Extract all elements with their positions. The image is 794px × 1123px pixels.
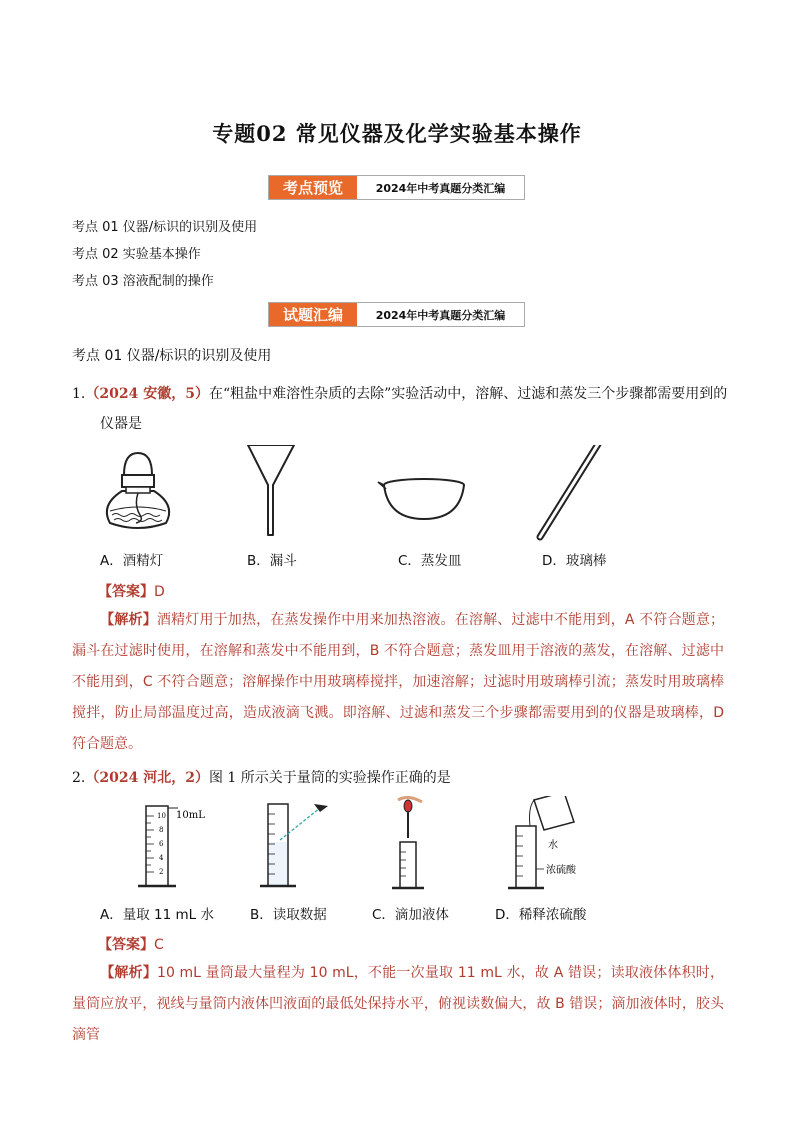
q1-option-a: A．酒精灯 — [100, 553, 164, 569]
tick-label: 6 — [159, 840, 164, 848]
q2-explanation — [72, 958, 724, 1051]
alcohol-lamp-figure — [107, 453, 169, 528]
q1-explanation — [72, 605, 724, 760]
question-2-stem — [72, 767, 451, 787]
explanation-label: 【解析】 — [100, 612, 157, 628]
q2-figures — [130, 796, 610, 896]
explanation-label: 【解析】 — [100, 965, 158, 981]
kaodian-item-1: 考点 01 仪器/标识的识别及使用 — [72, 220, 258, 235]
q2-option-d: D．稀释浓硫酸 — [495, 907, 587, 923]
exercises-banner — [268, 302, 525, 327]
tick-label: 10 — [157, 812, 166, 820]
explanation-text: 10 mL 量筒最大量程为 10 mL，不能一次量取 11 mL 水，故 A 错误；读取液体体积时，量筒应放平，视线与量筒内液体凹液面的最低处保持水平，俯视读数偏大，故 B 错误；滴加液体时，胶头滴管 — [72, 965, 724, 1043]
answer-value: C — [154, 937, 164, 953]
question-1-stem-cont: 仪器是 — [100, 416, 142, 432]
funnel-figure — [248, 445, 294, 535]
q1-option-c: C．蒸发皿 — [398, 553, 462, 569]
question-text: 在“粗盐中难溶性杂质的去除”实验活动中，溶解、过滤和蒸发三个步骤都需要用到的 — [208, 386, 728, 402]
tick-label: 2 — [159, 868, 164, 876]
q1-option-b: B．漏斗 — [247, 553, 297, 569]
banner-tag: 试题汇编 — [269, 303, 357, 326]
q1-option-d: D．玻璃棒 — [542, 553, 607, 569]
answer-label: 【答案】 — [98, 937, 154, 953]
glass-rod-figure — [540, 445, 600, 537]
evaporating-dish-figure — [378, 479, 464, 519]
question-source: （2024 河北，2） — [85, 770, 209, 786]
tick-label: 4 — [159, 854, 164, 862]
question-source: （2024 安徽，5） — [85, 386, 209, 402]
question-number: 2. — [72, 770, 86, 786]
question-text: 图 1 所示关于量筒的实验操作正确的是 — [208, 770, 451, 786]
question-1-stem — [72, 383, 727, 403]
cylinder-b-figure — [260, 804, 328, 886]
page-title: 专题02 常见仪器及化学实验基本操作 — [212, 121, 582, 146]
kaodian-item-3: 考点 03 溶液配制的操作 — [72, 274, 214, 289]
water-label: 水 — [548, 840, 558, 851]
kaodian-item-2: 考点 02 实验基本操作 — [72, 247, 201, 262]
tick-label: 8 — [159, 826, 164, 834]
acid-label: 浓硫酸 — [546, 865, 576, 876]
preview-banner — [268, 175, 525, 200]
question-number: 1. — [72, 386, 86, 402]
explanation-text: 酒精灯用于加热，在蒸发操作中用来加热溶液。在溶解、过滤中不能用到，A 不符合题意；漏斗在过滤时使用，在溶解和蒸发中不能用到，B 不符合题意；蒸发皿用于溶液的蒸发，在溶解、过滤中不能用到，C 不符合题意；溶解操作中用玻璃棒搅拌，加速溶解；过滤时用玻璃棒引流；蒸发时用玻璃棒搅拌，防止局部温度过高，造成液滴飞溅。即溶解、过滤和蒸发三个步骤都需要用到的仪器是玻璃棒，D 符合题意。 — [72, 612, 724, 752]
banner-tag: 考点预览 — [269, 176, 357, 199]
banner-subtitle: 2024年中考真题分类汇编 — [375, 181, 506, 195]
q2-answer — [98, 934, 164, 954]
banner-subtitle: 2024年中考真题分类汇编 — [375, 308, 506, 322]
q1-answer — [98, 581, 165, 601]
cylinder-d-figure — [508, 796, 577, 888]
q2-option-a: A．量取 11 mL 水 — [100, 907, 214, 923]
cylinder-a-figure — [138, 806, 205, 886]
cylinder-c-figure — [392, 797, 424, 888]
answer-label: 【答案】 — [98, 584, 154, 600]
answer-value: D — [154, 584, 165, 600]
section-heading: 考点 01 仪器/标识的识别及使用 — [72, 348, 272, 364]
ml-label: 10mL — [176, 810, 205, 821]
q2-option-c: C．滴加液体 — [372, 907, 449, 923]
q1-figures — [96, 445, 616, 545]
q2-option-b: B．读取数据 — [250, 907, 327, 923]
